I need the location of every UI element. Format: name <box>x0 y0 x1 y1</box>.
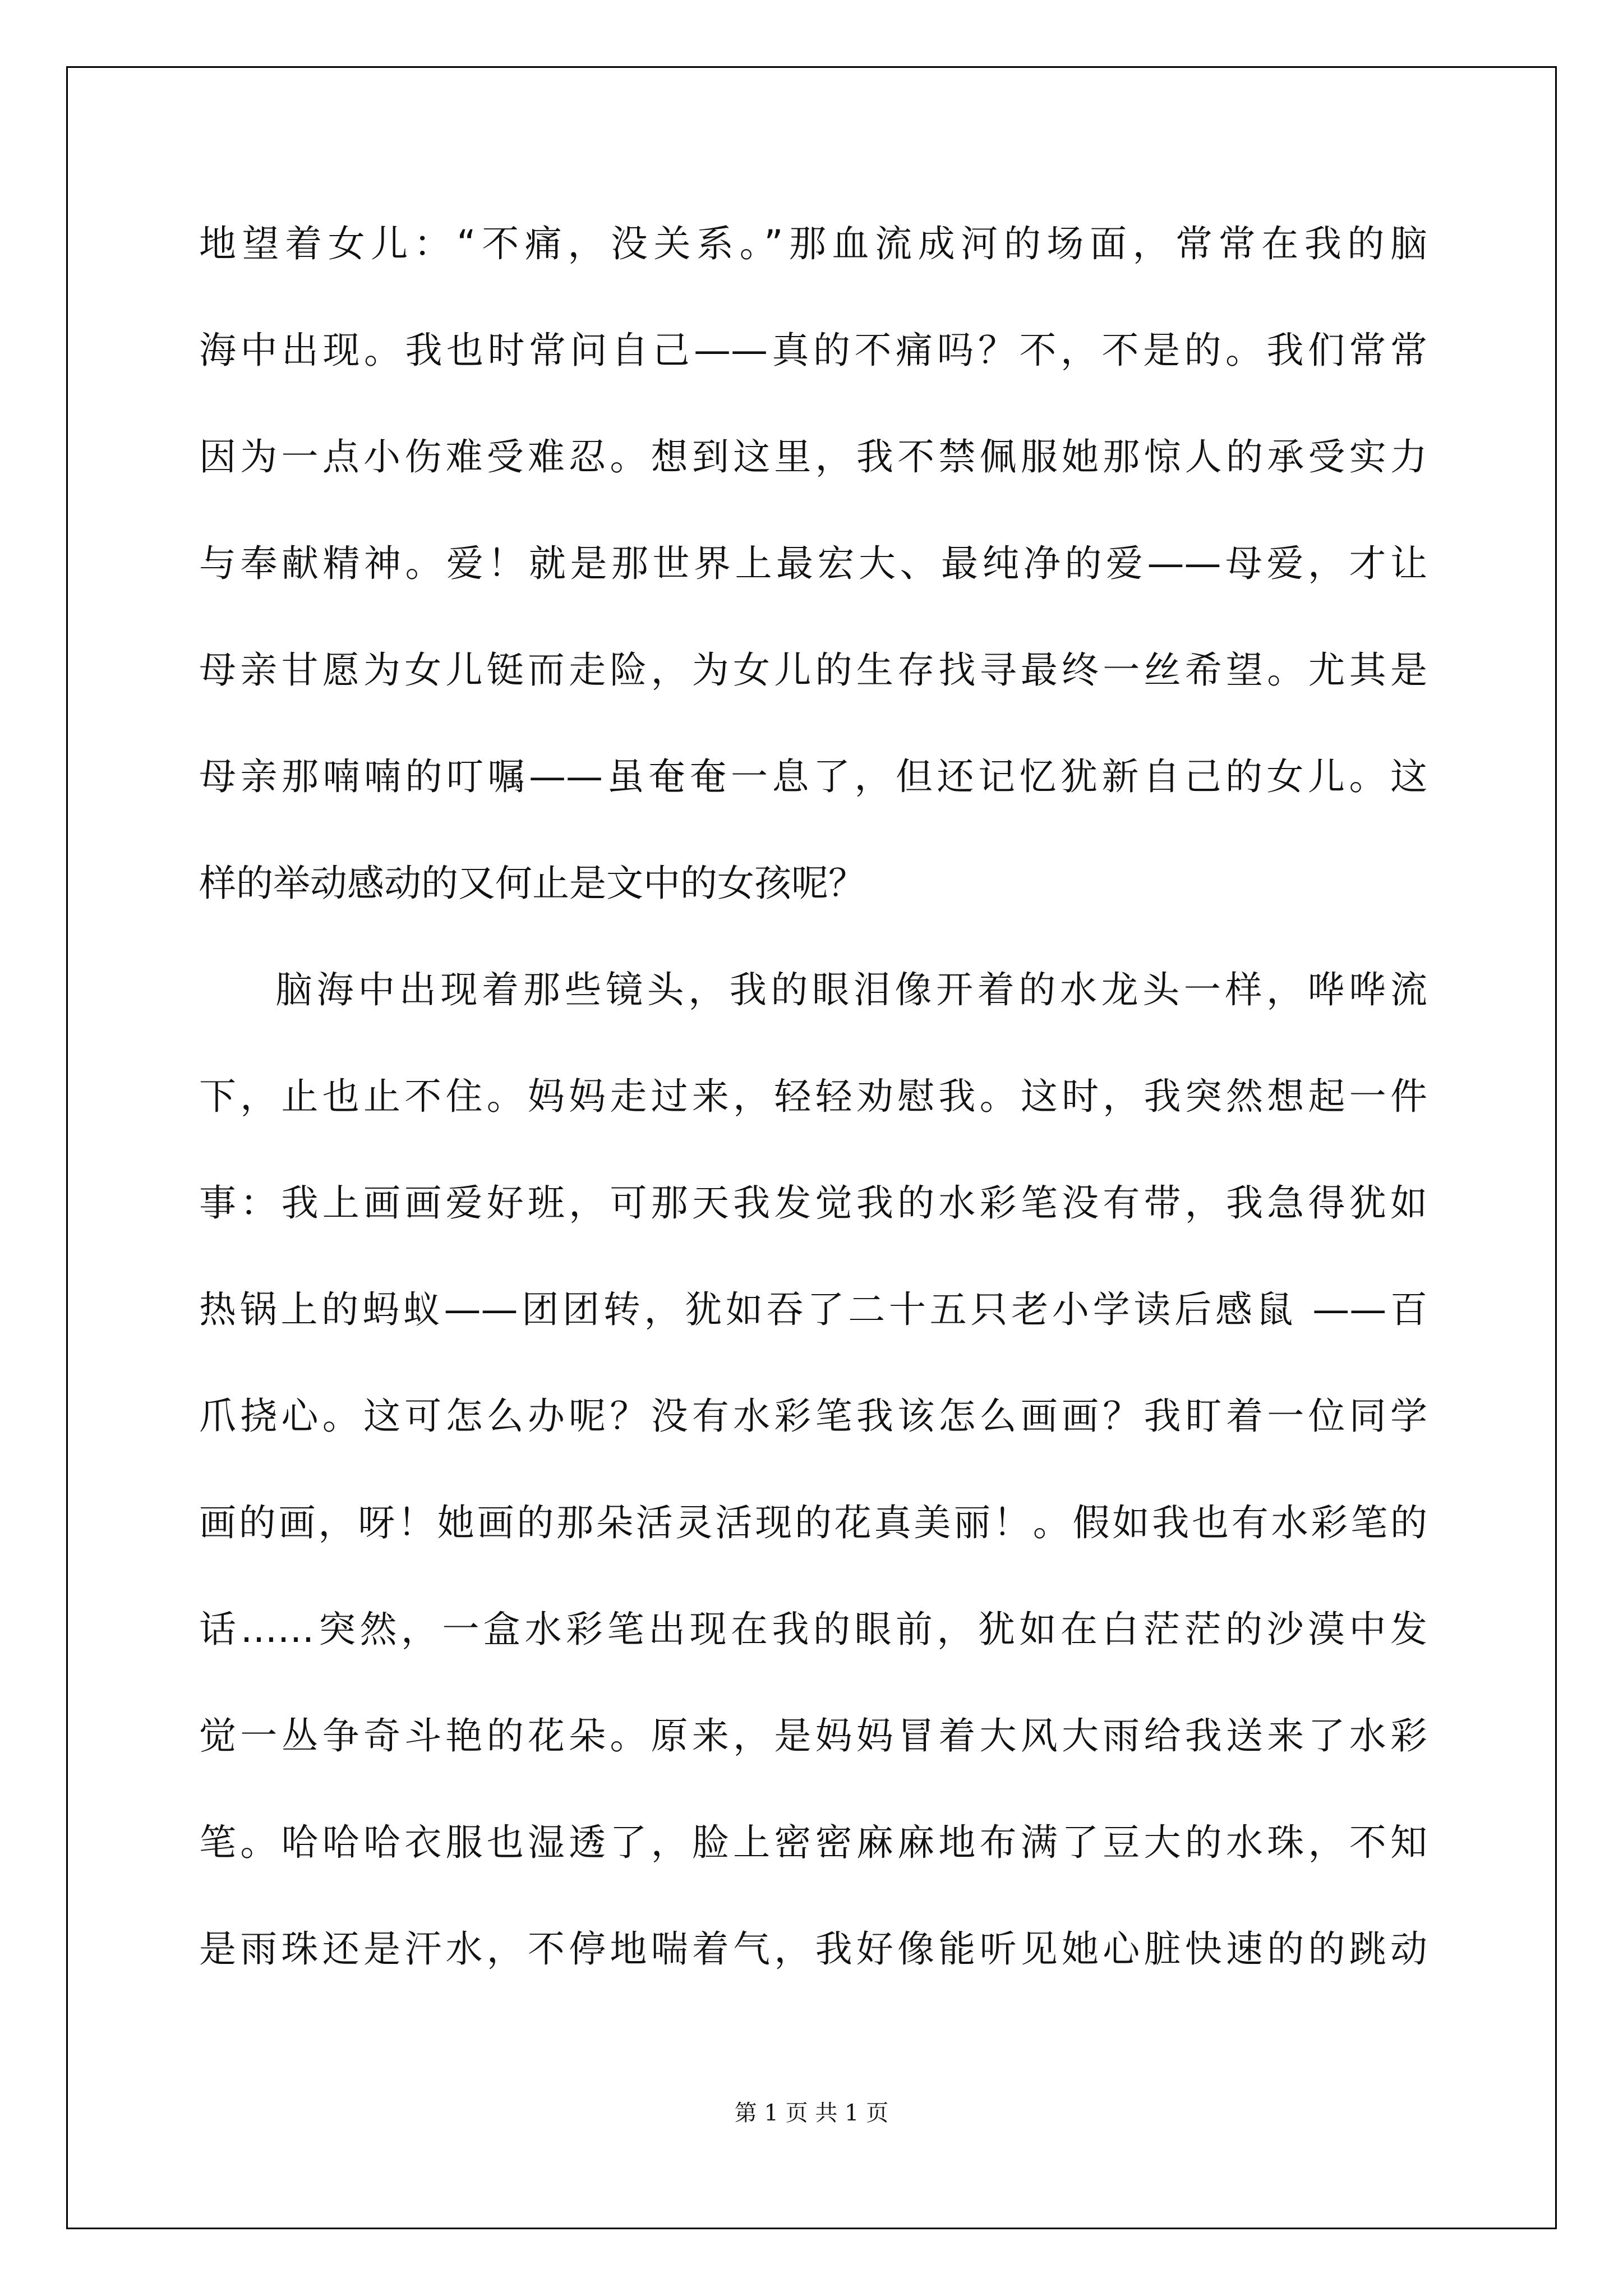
text-line: 母亲甘愿为女儿铤而走险，为女儿的生存找寻最终一丝希望。尤其是 <box>199 648 1427 692</box>
text-line: 热锅上的蚂蚁——团团转，犹如吞了二十五只老小学读后感鼠 ——百 <box>199 1288 1427 1331</box>
text-line: 海中出现。我也时常问自己——真的不痛吗？不，不是的。我们常常 <box>199 329 1427 372</box>
paragraph-first-line: 脑海中出现着那些镜头，我的眼泪像开着的水龙头一样，哗哗流 <box>275 968 1427 1011</box>
text-line: 画的画，呀！她画的那朵活灵活现的花真美丽！。假如我也有水彩笔的 <box>199 1501 1427 1544</box>
text-line: 话……突然，一盒水彩笔出现在我的眼前，犹如在白茫茫的沙漠中发 <box>199 1608 1427 1651</box>
body-text <box>199 191 1427 2003</box>
text-line: 爪挠心。这可怎么办呢？没有水彩笔我该怎么画画？我盯着一位同学 <box>199 1395 1427 1438</box>
page-number-footer: 第 1 页 共 1 页 <box>734 2100 889 2126</box>
text-line: 是雨珠还是汗水，不停地喘着气，我好像能听见她心脏快速的的跳动 <box>199 1927 1427 1971</box>
text-line: 事：我上画画爱好班，可那天我发觉我的水彩笔没有带，我急得犹如 <box>199 1181 1427 1225</box>
text-line: 与奉献精神。爱！就是那世界上最宏大、最纯净的爱——母爱，才让 <box>199 542 1427 585</box>
paragraph-last-line: 样的举动感动的又何止是文中的女孩呢？ <box>199 862 865 905</box>
text-line: 觉一丛争奇斗艳的花朵。原来，是妈妈冒着大风大雨给我送来了水彩 <box>199 1714 1427 1757</box>
text-line: 笔。哈哈哈衣服也湿透了，脸上密密麻麻地布满了豆大的水珠，不知 <box>199 1821 1427 1864</box>
text-line: 母亲那喃喃的叮嘱——虽奄奄一息了，但还记忆犹新自己的女儿。这 <box>199 755 1427 798</box>
text-line: 地望着女儿：“不痛，没关系。”那血流成河的场面，常常在我的脑 <box>199 222 1427 265</box>
text-line: 下，止也止不住。妈妈走过来，轻轻劝慰我。这时，我突然想起一件 <box>199 1075 1427 1118</box>
text-line: 因为一点小伤难受难忍。想到这里，我不禁佩服她那惊人的承受实力 <box>199 435 1427 478</box>
